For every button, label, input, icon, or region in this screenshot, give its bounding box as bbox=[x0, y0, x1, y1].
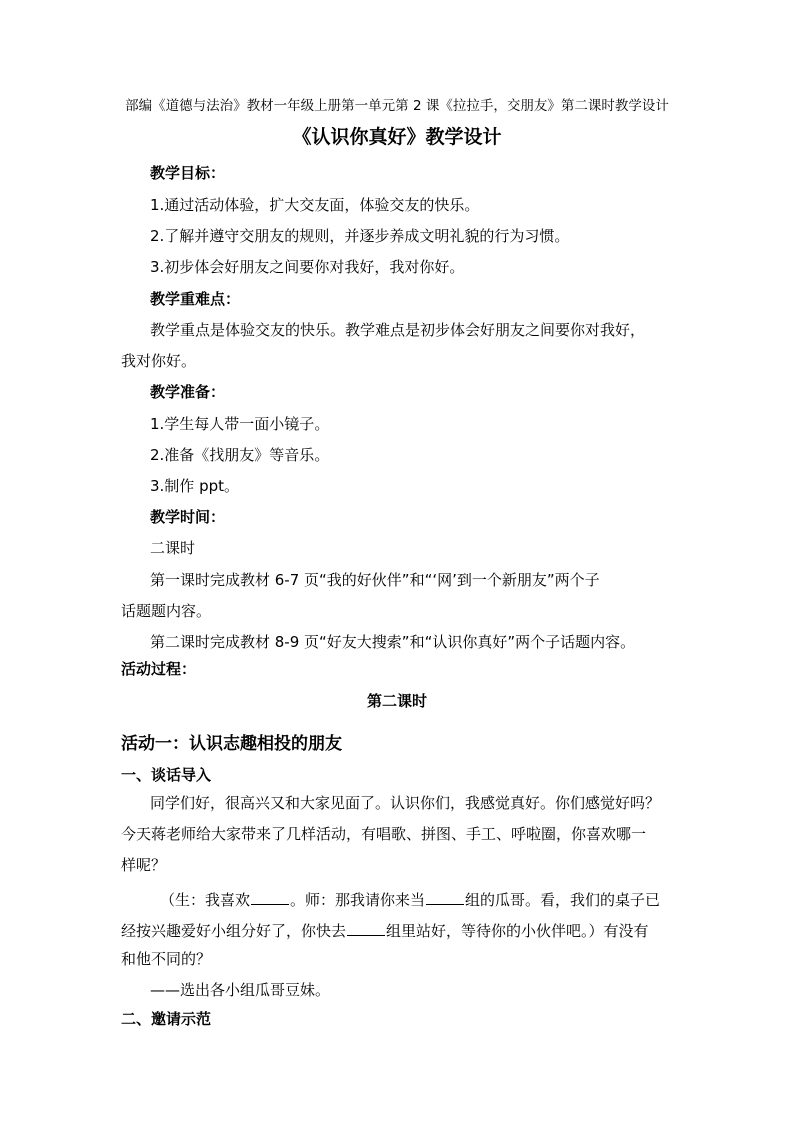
preparation-heading: 教学准备： bbox=[150, 383, 226, 401]
lesson-heading: 第二课时 bbox=[366, 692, 427, 710]
time-total: 二课时 bbox=[150, 539, 196, 557]
fill-blank bbox=[347, 921, 385, 936]
dialog-line: 和他不同的？ bbox=[121, 950, 212, 968]
section1-text: 样呢？ bbox=[121, 856, 167, 874]
preparation-item: 2.准备《找朋友》等音乐。 bbox=[150, 446, 330, 464]
time-heading: 教学时间： bbox=[150, 508, 226, 526]
dialog-text: 。师：那我请你来当 bbox=[290, 891, 426, 909]
time-first-lesson: 第一课时完成教材 6-7 页“我的好伙伴”和“‘网’到一个新朋友”两个子 bbox=[150, 571, 600, 589]
dialog-text: 组里站好，等待你的小伙伴吧。）有没有 bbox=[386, 922, 649, 940]
fill-blank bbox=[426, 890, 464, 905]
key-points-text: 教学重点是体验交友的快乐。教学难点是初步体会好朋友之间要你对我好， bbox=[150, 321, 646, 339]
process-heading: 活动过程： bbox=[121, 660, 197, 678]
section2-heading: 二、邀请示范 bbox=[121, 1010, 212, 1028]
document-title: 《认识你真好》教学设计 bbox=[292, 126, 502, 148]
time-first-lesson: 话题题内容。 bbox=[121, 602, 212, 620]
objective-item: 3.初步体会好朋友之间要你对我好，我对你好。 bbox=[150, 258, 465, 276]
section1-text: 今天蒋老师给大家带来了几样活动，有唱歌、拼图、手工、呼啦圈，你喜欢哪一 bbox=[121, 825, 647, 843]
fill-blank bbox=[251, 890, 289, 905]
document-header: 部编《道德与法治》教材一年级上册第一单元第 2 课《拉拉手，交朋友》第二课时教学设计 bbox=[125, 98, 669, 114]
dialog-line bbox=[121, 921, 649, 939]
dialog-text: 经按兴趣爱好小组分好了，你快去 bbox=[121, 922, 347, 940]
key-points-heading: 教学重难点： bbox=[150, 290, 241, 308]
activity1-heading: 活动一：认识志趣相投的朋友 bbox=[121, 734, 342, 754]
dialog-text: 组的瓜哥。看，我们的桌子已 bbox=[465, 891, 661, 909]
dialog-line bbox=[160, 890, 660, 908]
dialog-text: （生：我喜欢 bbox=[160, 891, 251, 909]
objectives-heading: 教学目标： bbox=[150, 164, 226, 182]
key-points-text: 我对你好。 bbox=[121, 352, 197, 370]
objective-item: 1.通过活动体验，扩大交友面，体验交友的快乐。 bbox=[150, 196, 480, 214]
preparation-item: 3.制作 ppt。 bbox=[150, 477, 240, 495]
section1-text: 同学们好，很高兴又和大家见面了。认识你们，我感觉真好。你们感觉好吗？ bbox=[150, 794, 661, 812]
section1-heading: 一、谈话导入 bbox=[121, 766, 212, 784]
select-line: ——选出各小组瓜哥豆妹。 bbox=[150, 981, 331, 999]
objective-item: 2.了解并遵守交朋友的规则，并逐步养成文明礼貌的行为习惯。 bbox=[150, 227, 570, 245]
time-second-lesson: 第二课时完成教材 8-9 页“好友大搜索”和“认识你真好”两个子话题内容。 bbox=[150, 633, 636, 651]
preparation-item: 1.学生每人带一面小镜子。 bbox=[150, 415, 330, 433]
